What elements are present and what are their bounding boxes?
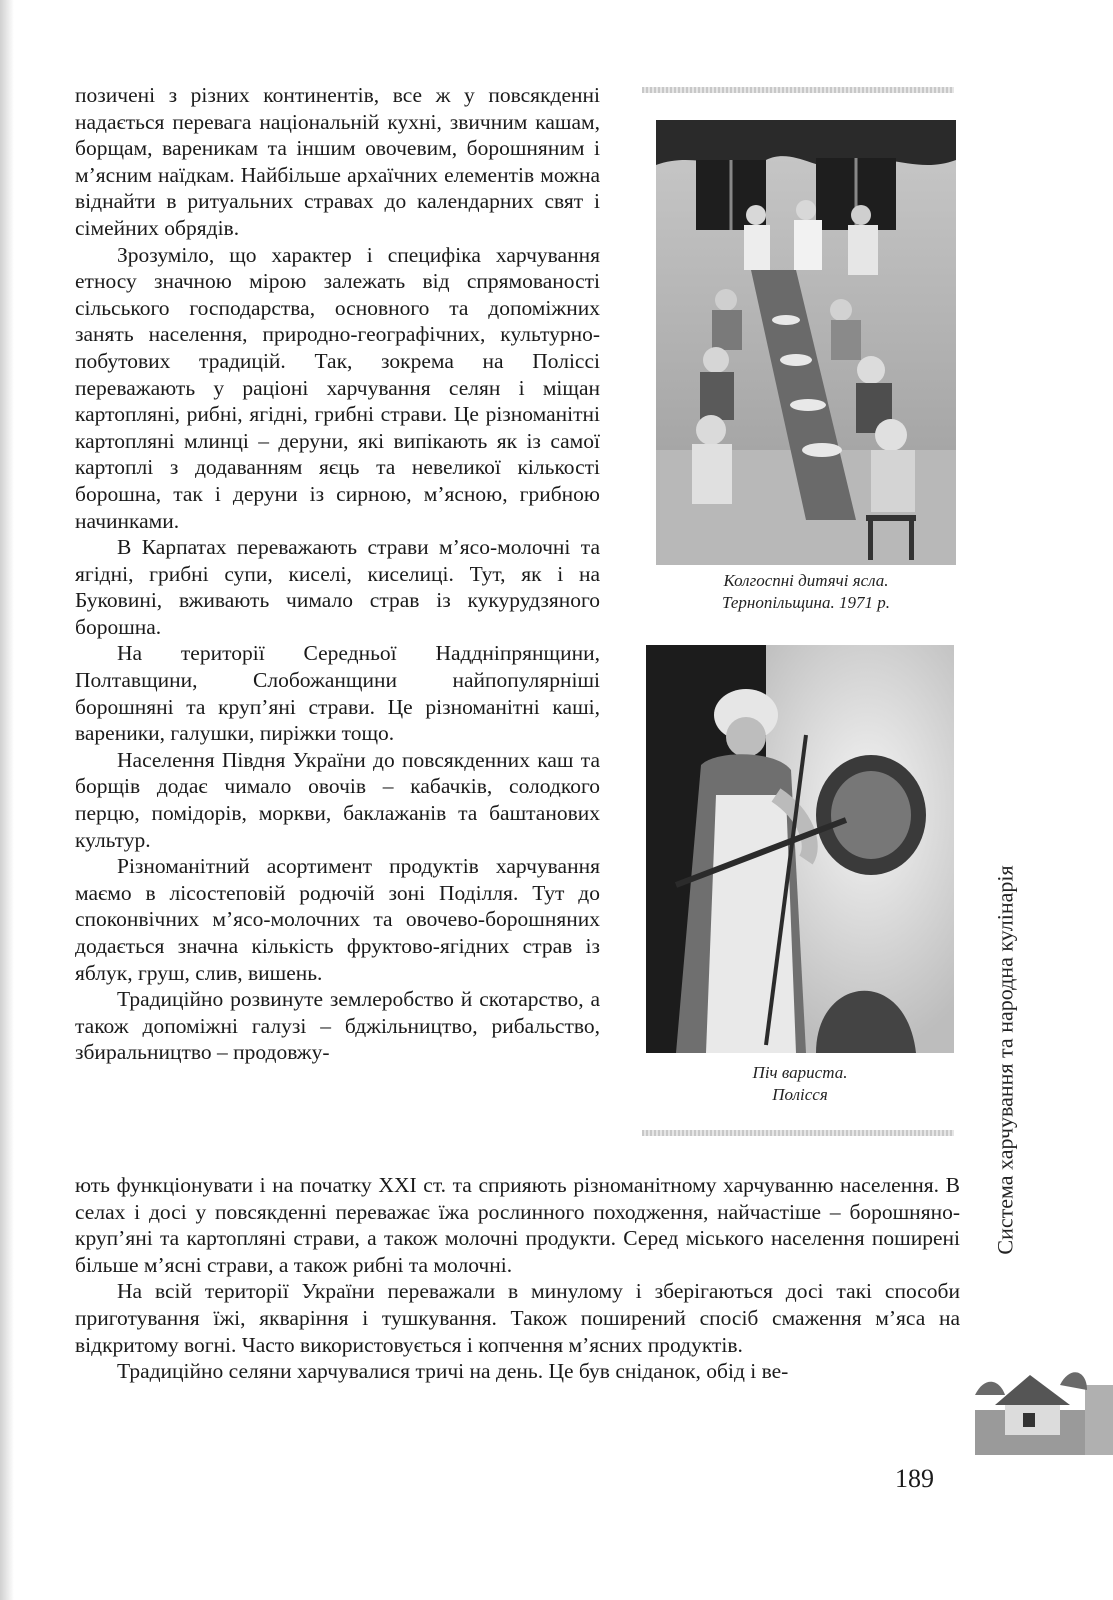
village-house-thumbnail: [975, 1355, 1113, 1455]
caption-line: Колгоспні дитячі ясла.: [723, 571, 889, 590]
caption-line: Тернопільщина. 1971 р.: [722, 593, 890, 612]
page-number: 189: [895, 1464, 934, 1493]
paragraph: На всій території України переважали в минулому і зберігаються досі такі способи приготування їжі, якваріння і тушкування. Також поширений спосіб смаження м’яса на відкритому вогні. Часто використовується і копчення м’ясних продуктів.: [75, 1279, 960, 1357]
bottom-decorative-rule: [642, 1130, 954, 1136]
paragraph: позичені з різних континентів, все ж у повсякденні надається перевага національній кухні, звичним кашам, борщам, вареникам та іншим овочевим, борошняним і м’ясним наїдкам. Найбільше архаїчних елементів можна віднайти в ритуальних стравах до календарних свят і сімейних обрядів.: [75, 83, 600, 240]
wide-text-block: [75, 1172, 960, 1385]
nursery-photo: [656, 120, 956, 565]
paragraph: Традиційно розвинуте землеробство й скотарство, а також допоміжні галузі – бджільництво, рибальство, збиральництво – продовжу-: [75, 987, 600, 1065]
village-house-icon: [975, 1355, 1113, 1455]
paragraph: Різноманітний асортимент продуктів харчування маємо в лісостеповій родючій зоні Поділля. Тут до споконвічних м’ясо-молочних та овочево-борошняних додається значна кількість фруктово-ягідних страв із яблук, груш, слив, вишень.: [75, 854, 600, 985]
oven-photo: [646, 645, 954, 1053]
paragraph: ють функціонувати і на початку ХХІ ст. та сприяють різноманітному харчуванню населення. В селах і досі у повсякденні переважає їжа рослинного походження, найчастіше – борошняно-круп’яні та картопляні страви, а також молочні продукти. Серед міського населення поширені більше м’ясні страви, а також рибні та молочні.: [75, 1173, 960, 1277]
oven-photo-illustration: [646, 645, 954, 1053]
paragraph: В Карпатах переважають страви м’ясо-молочні та ягідні, грибні супи, киселі, киселиці. Тут, як і на Буковині, вживають чимало страв із кукурудзяного борошна.: [75, 535, 600, 639]
oven-photo-caption: [646, 1062, 954, 1106]
paragraph: На території Середньої Наддніпрянщини, Полтавщини, Слобожанщини найпопулярніші борошняні та круп’яні страви. Це різноманітні каші, вареники, галушки, пиріжки тощо.: [75, 641, 600, 746]
running-chapter-title: [985, 840, 1027, 1280]
narrow-text-column: [75, 82, 600, 1066]
page-binding-shadow: [0, 0, 14, 1600]
caption-line: Піч вариста.: [752, 1063, 848, 1082]
nursery-photo-caption: [656, 570, 956, 614]
top-decorative-rule: [642, 87, 954, 93]
caption-line: Полісся: [772, 1085, 828, 1104]
paragraph: Населення Півдня України до повсякденних каш та борщів додає чимало овочів – кабачків, солодкого перцю, помідорів, моркви, баклажанів та баштанових культур.: [75, 747, 600, 852]
nursery-photo-illustration: [656, 120, 956, 565]
chapter-title-text: Система харчування та народна кулінарія: [993, 865, 1019, 1255]
paragraph: Зрозуміло, що характер і специфіка харчування етносу значною мірою залежать від спрямованості сільського господарства, основного та допоміжних занять населення, природно-географічних, культурно-побутових традицій. Так, зокрема на Поліссі переважають у раціоні харчування селян і міщан картопляні, рибні, ягідні, грибні страви. Це різноманітні картопляні млинці – деруни, які випікають як із самої картоплі з додаванням яєць та невеликої кількості борошна, так і деруни із сирною, м’ясною, грибною начинками.: [75, 242, 600, 533]
paragraph: Традиційно селяни харчувалися тричі на день. Це був сніданок, обід і ве-: [117, 1359, 789, 1384]
